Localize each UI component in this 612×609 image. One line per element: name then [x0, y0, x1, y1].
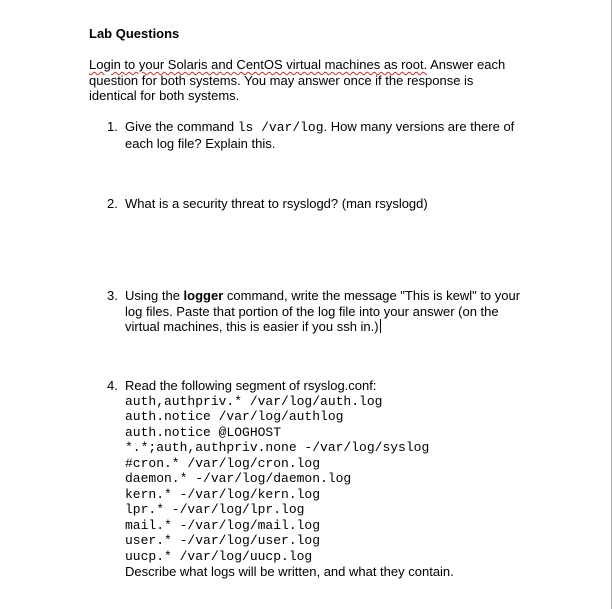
- question-number: 4.: [107, 378, 118, 393]
- code-line: user.* -/var/log/user.log: [125, 533, 321, 548]
- question-text: Give the command: [125, 119, 238, 134]
- text-cursor: [380, 319, 381, 333]
- code-line: lpr.* -/var/log/lpr.log: [125, 502, 305, 517]
- page-title: Lab Questions: [89, 26, 180, 41]
- question-number: 1.: [107, 119, 118, 134]
- question-3: [107, 288, 527, 335]
- question-4: [107, 378, 527, 580]
- code-line: auth,authpriv.* /var/log/auth.log: [125, 393, 383, 409]
- question-text: What is a security threat to rsyslogd? (man rsyslogd): [125, 196, 428, 211]
- code-line: *.*;auth,authpriv.none -/var/log/syslog: [125, 440, 430, 455]
- intro-paragraph: [89, 57, 519, 104]
- question-text: command, write the message "This is kewl" to your log files. Paste that portion of the log file into your answer (on the virtual machines, this is easier if you ssh in.): [125, 288, 521, 334]
- question-number: 2.: [107, 196, 118, 211]
- command-text: ls /var/log: [237, 120, 324, 135]
- intro-text: Answer each question for both systems. You may answer once if the response is identical for both systems.: [89, 57, 506, 103]
- code-line: auth.notice @LOGHOST: [125, 424, 282, 440]
- question-text: Read the following segment of rsyslog.conf:: [125, 378, 377, 393]
- code-line: kern.* -/var/log/kern.log: [125, 486, 321, 502]
- code-line: mail.* -/var/log/mail.log: [125, 517, 321, 533]
- question-2: [107, 196, 527, 212]
- question-text: Using the: [125, 288, 184, 303]
- code-line: daemon.* -/var/log/daemon.log: [125, 471, 352, 486]
- question-1: [107, 119, 527, 151]
- question-number: 3.: [107, 288, 118, 303]
- code-line: auth.notice /var/log/authlog: [125, 409, 344, 424]
- code-line: #cron.* /var/log/cron.log: [125, 455, 321, 471]
- intro-instruction: Login to your Solaris and CentOS virtual machines as root.: [89, 57, 428, 72]
- question-text: . How many versions are there of each log file? Explain this.: [125, 119, 515, 151]
- code-line: uucp.* /var/log/uucp.log: [125, 548, 313, 564]
- logger-keyword: logger: [183, 288, 224, 303]
- question-text: Describe what logs will be written, and what they contain.: [125, 564, 454, 579]
